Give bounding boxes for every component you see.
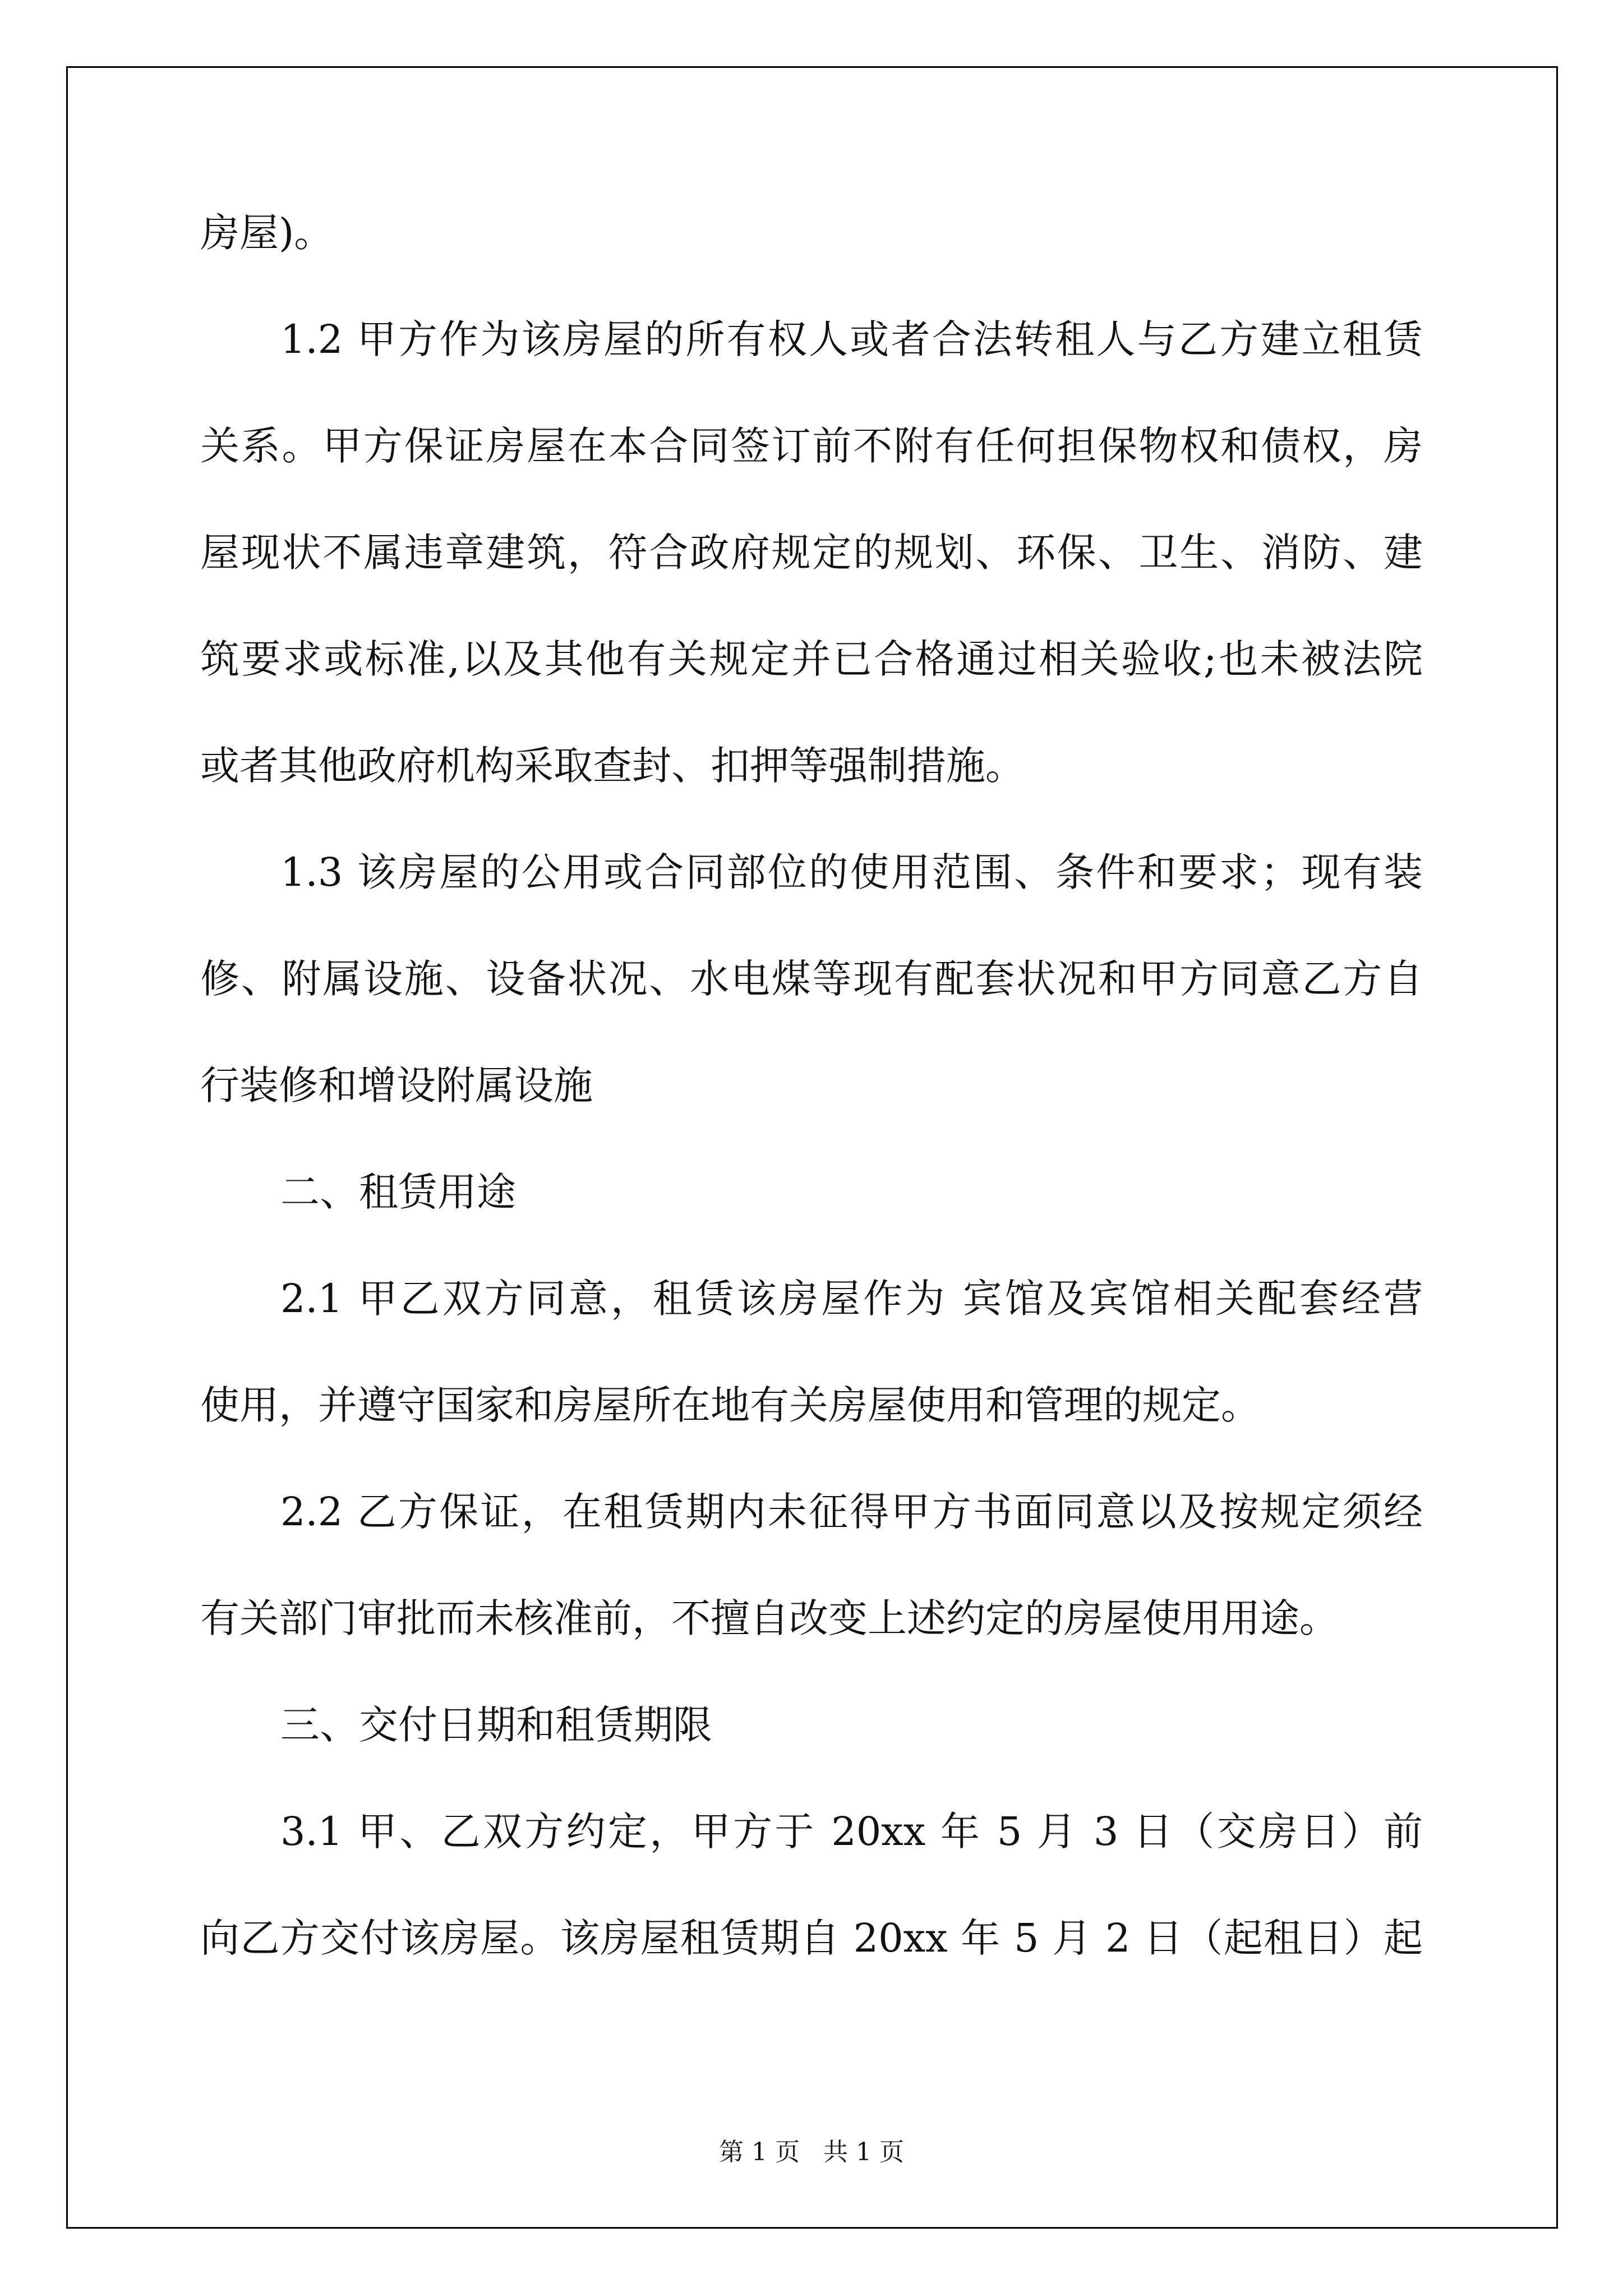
text-line: 筑要求或标准,以及其他有关规定并已合格通过相关验收;也未被法院 bbox=[200, 636, 1423, 682]
text-line: 1.3 该房屋的公用或合同部位的使用范围、条件和要求；现有装 bbox=[280, 849, 1423, 895]
text-line: 关系。甲方保证房屋在本合同签订前不附有任何担保物权和债权，房 bbox=[200, 423, 1423, 469]
section-heading: 三、交付日期和租赁期限 bbox=[280, 1702, 712, 1748]
page-border bbox=[66, 66, 1558, 2229]
text-line: 3.1 甲、乙双方约定，甲方于 20xx 年 5 月 3 日（交房日）前 bbox=[280, 1809, 1423, 1855]
page-number-footer: 第 1 页 共 1 页 bbox=[719, 2138, 904, 2166]
text-line: 1.2 甲方作为该房屋的所有权人或者合法转租人与乙方建立租赁 bbox=[280, 316, 1423, 362]
text-line: 2.1 甲乙双方同意，租赁该房屋作为 宾馆及宾馆相关配套经营 bbox=[280, 1276, 1423, 1322]
section-heading: 二、租赁用途 bbox=[280, 1169, 516, 1215]
text-line: 向乙方交付该房屋。该房屋租赁期自 20xx 年 5 月 2 日（起租日）起 bbox=[200, 1915, 1423, 1961]
text-line: 2.2 乙方保证，在租赁期内未征得甲方书面同意以及按规定须经 bbox=[280, 1489, 1423, 1535]
text-line: 使用，并遵守国家和房屋所在地有关房屋使用和管理的规定。 bbox=[200, 1382, 1260, 1428]
text-line: 有关部门审批而未核准前，不擅自改变上述约定的房屋使用用途。 bbox=[200, 1595, 1339, 1641]
text-line: 行装修和增设附属设施 bbox=[200, 1062, 593, 1108]
text-line: 屋现状不属违章建筑，符合政府规定的规划、环保、卫生、消防、建 bbox=[200, 530, 1423, 576]
text-line: 或者其他政府机构采取查封、扣押等强制措施。 bbox=[200, 743, 1025, 789]
text-line: 房屋)。 bbox=[200, 210, 334, 256]
text-line: 修、附属设施、设备状况、水电煤等现有配套状况和甲方同意乙方自 bbox=[200, 956, 1423, 1002]
